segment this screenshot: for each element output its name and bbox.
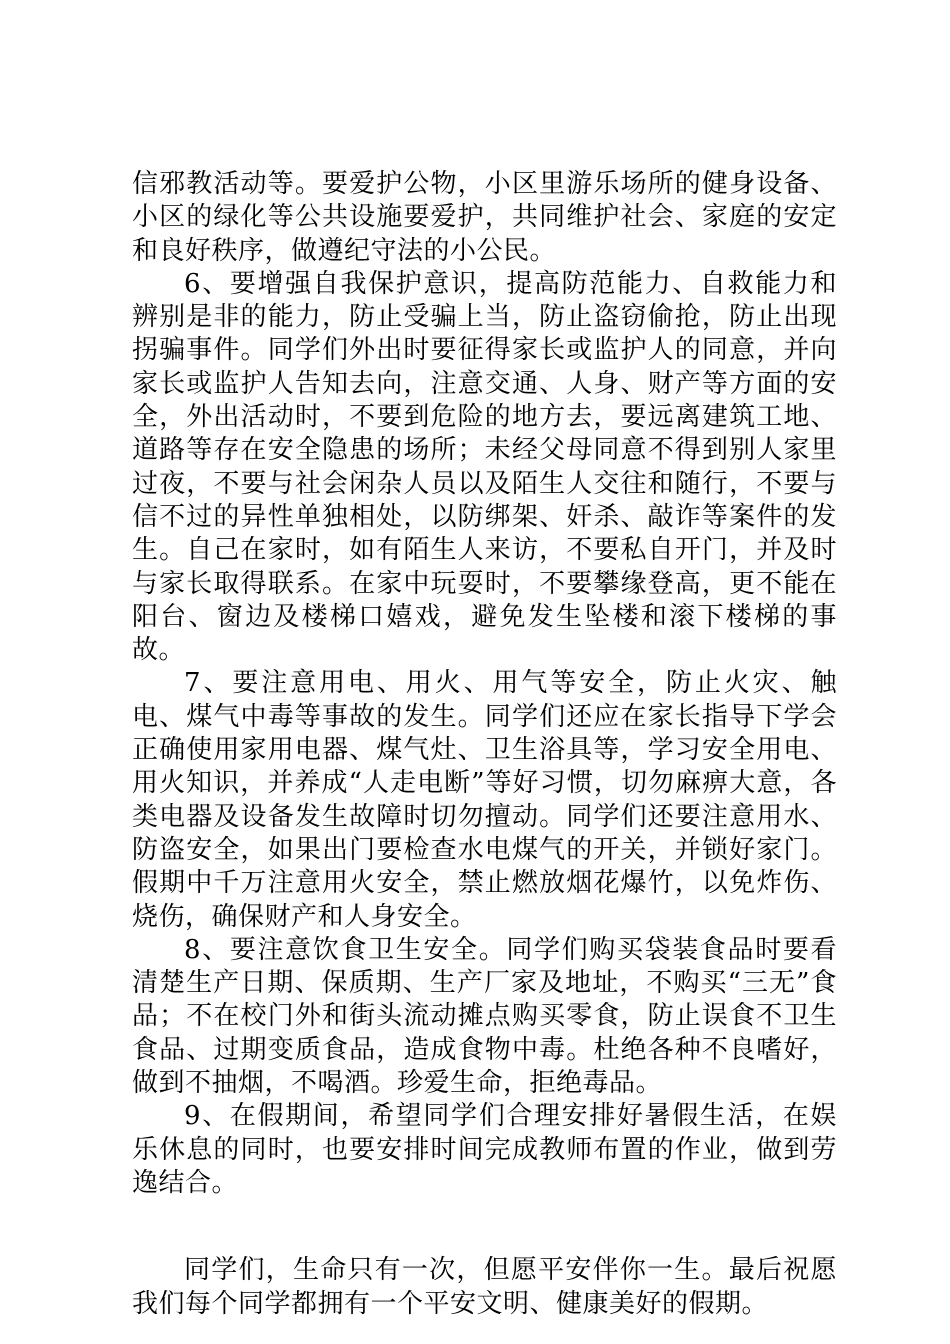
document-body xyxy=(132,168,837,1321)
paragraph-item-9: 9、在假期间，希望同学们合理安排好暑假生活，在娱乐休息的同时，也要安排时间完成教师布置的作业，做到劳逸结合。 xyxy=(132,1101,837,1198)
paragraph-item-7: 7、要注意用电、用火、用气等安全，防止火灾、触电、煤气中毒等事故的发生。同学们还应在家长指导下学会正确使用家用电器、煤气灶、卫生浴具等，学习安全用电、用火知识，并养成“人走电断”等好习惯，切勿麻痹大意，各类电器及设备发生故障时切勿擅动。同学们还要注意用水、防盗安全，如果出门要检查水电煤气的开关，并锁好家门。假期中千万注意用火安全，禁止燃放烟花爆竹，以免炸伤、烧伤，确保财产和人身安全。 xyxy=(132,668,837,932)
paragraph-item-8: 8、要注意饮食卫生安全。同学们购买袋装食品时要看清楚生产日期、保质期、生产厂家及地址，不购买“三无”食品；不在校门外和街头流动摊点购买零食，防止误食不卫生食品、过期变质食品，造成食物中毒。杜绝各种不良嗜好，做到不抽烟，不喝酒。珍爱生命，拒绝毒品。 xyxy=(132,934,837,1099)
closing-paragraph: 同学们，生命只有一次，但愿平安伴你一生。最后祝愿我们每个同学都拥有一个平安文明、健康美好的假期。 xyxy=(132,1255,837,1319)
paragraph-item-6: 6、要增强自我保护意识，提高防范能力、自救能力和辨别是非的能力，防止受骗上当，防止盗窃偷抢，防止出现拐骗事件。同学们外出时要征得家长或监护人的同意，并向家长或监护人告知去向，注意交通、人身、财产等方面的安全，外出活动时，不要到危险的地方去，要远离建筑工地、道路等存在安全隐患的场所；未经父母同意不得到别人家里过夜，不要与社会闲杂人员以及陌生人交往和随行，不要与信不过的异性单独相处，以防绑架、奸杀、敲诈等案件的发生。自己在家时，如有陌生人来访，不要私自开门，并及时与家长取得联系。在家中玩耍时，不要攀缘登高，更不能在阳台、窗边及楼梯口嬉戏，避免发生坠楼和滚下楼梯的事故。 xyxy=(132,268,837,666)
paragraph-continuation: 信邪教活动等。要爱护公物，小区里游乐场所的健身设备、小区的绿化等公共设施要爱护，共同维护社会、家庭的安定和良好秩序，做遵纪守法的小公民。 xyxy=(132,169,837,266)
